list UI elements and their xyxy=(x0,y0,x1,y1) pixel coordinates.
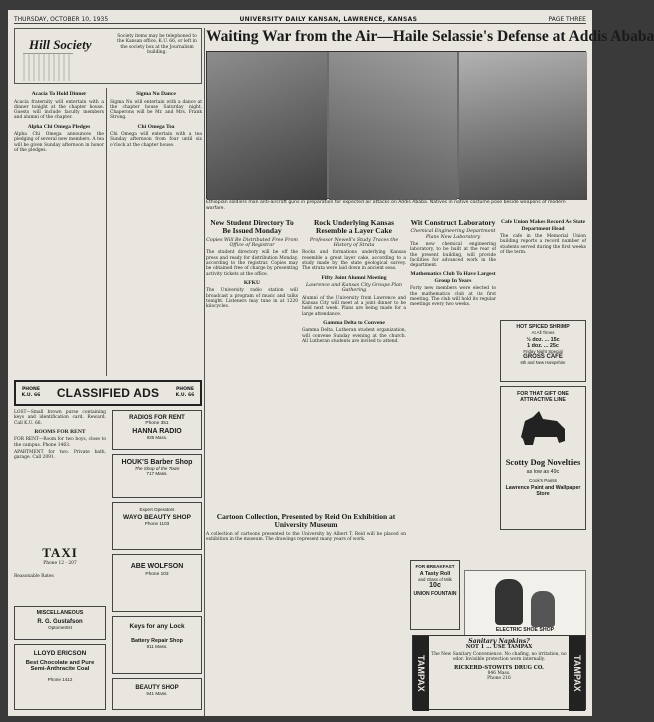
article-headline: Rock Underlying Kansas Resemble a Layer Cake xyxy=(313,218,394,236)
article-body: Rocks and formations underlying Kansas resemble a great layer cake, according to a study made by the state geological survey. The strata were laid down in ancient seas. xyxy=(302,250,406,272)
tampax-ad xyxy=(412,635,586,710)
hill-society-title: Hill Society xyxy=(29,37,92,52)
hill-society-subtitle: Society items may be telephoned to the Kansan office, K.U. 66, or left in the society box at the Journalism building. xyxy=(117,34,197,55)
classified-phone-left: PHONE K.U. 66 xyxy=(21,387,41,398)
section-rule xyxy=(204,28,205,716)
photo-caption: Ethiopian soldiers man anti-aircraft guns in preparation for expected air attacks on Addis Ababa. Natives in native costume pose beside weapons of modern warfare. xyxy=(206,200,566,211)
lloyd-ericson-ad: LLOYD ERICSON Best Chocolate and Pure Semi-Anthracite Coal Phone 1412 xyxy=(14,644,106,710)
article-body: Forty new members were elected to the mathematics club at its first meeting. The club will hold its regular meetings every two weeks. xyxy=(410,286,496,308)
union-fountain-ad: FOR BREAKFAST A Tasty Roll and Glass of Milk 10c UNION FOUNTAIN xyxy=(410,560,460,630)
article-body: The new chemical engineering laboratory, to be built at the rear of the present building, will provide facilities for advanced work in the department. xyxy=(410,242,496,269)
article-subhead: Copies Will Be Distributed Free From Office of Registrar xyxy=(206,237,298,249)
taxi-title: TAXI xyxy=(42,545,78,560)
article-body: Alumni of the University from Lawrence and Kansas City will meet at a joint dinner to be held next week. Plans are being made for a large attendance. xyxy=(302,295,406,317)
article-body: The University radio station will broadcast a program of music and talks tonight. Listeners may tune in at 1220 kilocycles. xyxy=(206,288,298,310)
article-headline: Fifty Joint Alumni Meeting xyxy=(321,274,387,281)
classified-ads-header xyxy=(14,380,202,406)
article-headline: KFKU xyxy=(243,279,261,286)
society-article-body: Alpha Chi Omega announces the pledging of several new members. A tea will be given Sunday afternoon in honor of the pledges. xyxy=(14,132,104,154)
main-photo xyxy=(206,51,586,199)
electric-shoe-shop-ad: ELECTRIC SHOE SHOP xyxy=(464,570,586,636)
article-column-3 xyxy=(410,216,496,556)
article-body: Gamma Delta, Lutheran student organization, will convene Sunday evening at the church. All Lutheran students are invited to attend. xyxy=(302,328,406,344)
classified-phone-right: PHONE K.U. 66 xyxy=(175,387,195,398)
photo-panel-natives xyxy=(459,52,587,200)
abe-wolfson-ad: ABE WOLFSON Phone 103 xyxy=(112,554,202,612)
beauty-shop-ad: BEAUTY SHOP 941 Mass. xyxy=(112,678,202,710)
column-rule xyxy=(106,88,107,376)
masthead-page: PAGE THREE xyxy=(548,15,586,23)
shoe-figure-icon xyxy=(531,591,555,627)
society-article-body: Acacia fraternity will entertain with a dinner tonight at the chapter house. Guests will include faculty members and alumni of the chapter. xyxy=(14,99,104,121)
society-article-head: Acacia To Hold Dinner xyxy=(31,91,87,97)
hill-society-header xyxy=(14,28,202,84)
keys-lock-ad: Keys for any Lock Battery Repair Shop 911 Mass. xyxy=(112,616,202,674)
main-headline: Waiting War from the Air—Haile Selassie's Defense at Addis Ababa xyxy=(206,28,654,45)
society-article-body: Chi Omega will entertain with a tea Sunday afternoon from four until six o'clock at the chapter house. xyxy=(110,132,202,148)
classified-section-head: ROOMS FOR RENT xyxy=(34,428,86,435)
article-headline: Cartoon Collection, Presented by Reid On Exhibition at University Museum xyxy=(216,512,396,530)
society-article-head: Sigma Nu Dance xyxy=(136,91,176,97)
article-body: A collection of cartoons presented to the University by Albert T. Reid will be placed on exhibition in the museum. The drawings represent many years of work. xyxy=(206,531,406,543)
taxi-ad xyxy=(14,545,106,571)
wayo-beauty-ad: Expert Operators WAYO BEAUTY SHOP Phone 1103 xyxy=(112,502,202,550)
scotty-dog-ad: FOR THAT GIFT ONE ATTRACTIVE LINE Scotty Dog Novelties as low as 49c Cook's Paints Lawrence Paint and Wallpaper Store xyxy=(500,386,586,530)
classified-item: FOR RENT—Room for two boys, close to the campus. Phone 1463. xyxy=(14,437,106,448)
society-article-head: Chi Omega Tea xyxy=(137,123,175,130)
photo-panel-soldiers xyxy=(329,52,457,200)
article-column-4 xyxy=(500,216,586,316)
radios-for-rent-ad: RADIOS FOR RENT Phone 351 HANNA RADIO 935 Mass. xyxy=(112,410,202,450)
article-body: The student directory will be off the press and ready for distribution Monday, according to the registrar. Copies may be obtained free of charge by presenting activity tickets at the office. xyxy=(206,250,298,277)
classified-item: APARTMENT for two. Private bath, garage. Call 2091. xyxy=(14,449,106,461)
classified-item: LOST—Small brown purse containing keys and identification card. Reward. Call K.U. 66. xyxy=(14,410,106,426)
houks-barber-ad: HOUK'S Barber Shop The Shop of the Town 717 Mass. xyxy=(112,454,202,498)
gross-cafe-ad: HOT SPICED SHRIMP At All Times ½ doz. ... 15c 1 doz. ... 25c Friday Night Special GROSS CAFE 6th and New Hampshire xyxy=(500,320,586,382)
tampax-brand-left: TAMPAX xyxy=(413,636,429,711)
scotty-dog-icon xyxy=(513,407,573,453)
society-article-body: Sigma Nu will entertain with a dance at the chapter house Saturday night. Chaperons will be Mr. and Mrs. Frank Strong. xyxy=(110,99,202,121)
article-headline: New Student Directory To Be Issued Monday xyxy=(210,218,294,236)
article-headline: Mathematics Club To Have Largest Group In Years xyxy=(410,271,496,284)
article-subhead: Lawrence and Kansas City Groups Plan Gathering xyxy=(305,283,403,294)
hill-society-ornament xyxy=(23,53,73,81)
tampax-ad-body: Sanitary Napkins? NOT 1 ... USE TAMPAX The New Sanitary Convenience. No chafing, no irritation, no odor. Invisible protection worn internally. RICKERD-STOWITS DRUG CO. 846 Mass. Phone 216 xyxy=(431,638,567,682)
classified-column xyxy=(14,410,106,542)
article-subhead: Chemical Engineering Department Plans New Laboratory xyxy=(410,229,496,240)
article-headline: Wit Construct Laboratory xyxy=(410,218,496,227)
photo-panel-anti-aircraft xyxy=(207,52,327,200)
newspaper-page xyxy=(8,10,654,716)
article-headline: Cafe Union Makes Record As State Department Head xyxy=(500,219,586,232)
article-column-2 xyxy=(302,216,406,506)
article-subhead: Professor Newell's Study Traces the History of Strata xyxy=(309,237,399,249)
shoe-figure-icon xyxy=(495,579,523,625)
masthead-title: UNIVERSITY DAILY KANSAN, LAWRENCE, KANSAS xyxy=(239,15,418,23)
cartoon-article xyxy=(206,510,406,710)
article-headline: Gamma Delta to Convene xyxy=(323,319,385,326)
tampax-brand-right: TAMPAX xyxy=(569,636,585,711)
taxi-column xyxy=(14,574,106,602)
classified-ads-title: CLASSIFIED ADS xyxy=(56,386,160,400)
taxi-phone: Phone 12 - 207 xyxy=(43,561,77,566)
society-column-1 xyxy=(14,88,104,376)
masthead xyxy=(14,15,586,24)
article-body: The cafe in the Memorial Union building reports a record number of students served during the first weeks of the term. xyxy=(500,234,586,255)
society-column-2 xyxy=(110,88,202,376)
society-article-head: Alpha Chi Omega Pledges xyxy=(27,123,91,130)
masthead-date: THURSDAY, OCTOBER 10, 1935 xyxy=(14,15,109,23)
article-column-1 xyxy=(206,216,298,506)
miscellaneous-ad: MISCELLANEOUS R. G. Gustafson Optometrist xyxy=(14,606,106,640)
taxi-note: Reasonable Rates xyxy=(14,574,54,579)
